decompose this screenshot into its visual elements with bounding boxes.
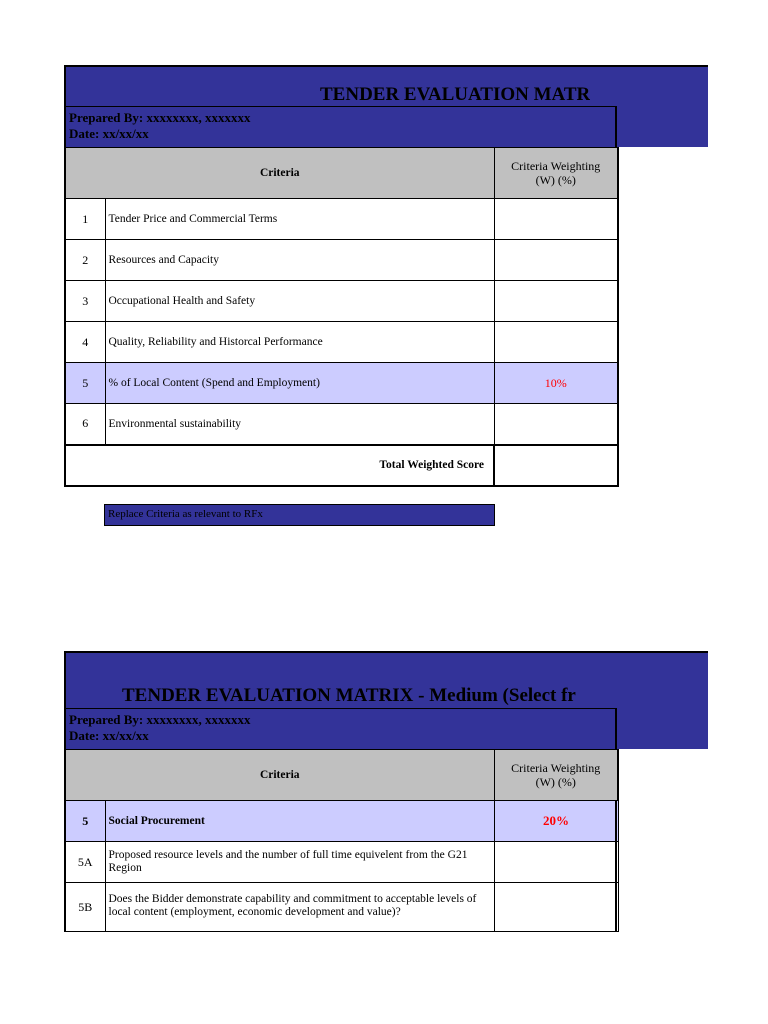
matrix1-table [64, 147, 619, 487]
matrix1-col-criteria: Criteria [65, 148, 494, 199]
matrix1-prepared-by: Prepared By: xxxxxxxx, xxxxxxx [69, 110, 251, 125]
row-criteria: Does the Bidder demonstrate capability and commitment to acceptable levels of local content (employment, economic development and value)? [105, 883, 494, 932]
row-number: 6 [65, 404, 105, 445]
row-number: 2 [65, 240, 105, 281]
matrix1-prepared-block [64, 106, 617, 148]
row-criteria: Environmental sustainability [105, 404, 494, 445]
matrix2-col-weighting-line2: (W) (%) [535, 775, 576, 789]
matrix1-row-5 [65, 363, 618, 404]
row-number: 5A [65, 842, 105, 883]
matrix2-col-weighting-line1: Criteria Weighting [511, 761, 601, 775]
row-weighting-cell[interactable] [494, 883, 618, 932]
matrix2-col-weighting [494, 750, 618, 801]
matrix2-title-clip [64, 682, 617, 710]
matrix2-row-5b [65, 883, 618, 932]
matrix1-row-2 [65, 240, 618, 281]
row-criteria: Tender Price and Commercial Terms [105, 199, 494, 240]
row-weighting-cell[interactable] [494, 240, 618, 281]
row-weighting-cell[interactable] [494, 199, 618, 240]
matrix1-col-weighting-line1: Criteria Weighting [511, 159, 601, 173]
matrix2-title: TENDER EVALUATION MATRIX - Medium (Select fr [122, 685, 576, 706]
matrix1-date: Date: xx/xx/xx [69, 126, 149, 141]
total-weighted-score-cell[interactable] [494, 445, 618, 486]
row-weighting-cell[interactable] [494, 322, 618, 363]
matrix1-row-3 [65, 281, 618, 322]
row-number: 4 [65, 322, 105, 363]
row-number: 1 [65, 199, 105, 240]
row-criteria: Occupational Health and Safety [105, 281, 494, 322]
row-number: 5 [65, 363, 105, 404]
row-criteria: Social Procurement [105, 801, 494, 842]
replace-criteria-note: Replace Criteria as relevant to RFx [104, 504, 495, 526]
matrix1-title-clip [64, 80, 617, 108]
row-weighting-cell[interactable] [494, 404, 618, 445]
matrix2-date: Date: xx/xx/xx [69, 728, 149, 743]
row-number: 3 [65, 281, 105, 322]
row-number: 5 [65, 801, 105, 842]
matrix1-row-4 [65, 322, 618, 363]
matrix1-col-weighting-line2: (W) (%) [535, 173, 576, 187]
row-number: 5B [65, 883, 105, 932]
row-criteria: Quality, Reliability and Historcal Performance [105, 322, 494, 363]
matrix2-table [64, 749, 619, 932]
matrix1-row-1 [65, 199, 618, 240]
row-criteria: % of Local Content (Spend and Employment) [105, 363, 494, 404]
row-weighting-cell[interactable]: 20% [494, 801, 618, 842]
matrix1-row-6 [65, 404, 618, 445]
row-weighting-cell[interactable] [494, 281, 618, 322]
matrix2-row-5a [65, 842, 618, 883]
total-weighted-score-label: Total Weighted Score [65, 445, 494, 486]
matrix2-right-edge [615, 800, 617, 932]
matrix1-col-weighting [494, 148, 618, 199]
row-criteria: Resources and Capacity [105, 240, 494, 281]
row-criteria: Proposed resource levels and the number of full time equivelent from the G21 Region [105, 842, 494, 883]
matrix2-prepared-by: Prepared By: xxxxxxxx, xxxxxxx [69, 712, 251, 727]
matrix2-col-criteria: Criteria [65, 750, 494, 801]
row-weighting-cell[interactable] [494, 842, 618, 883]
row-weighting-cell[interactable]: 10% [494, 363, 618, 404]
matrix1-title: TENDER EVALUATION MATR [320, 84, 591, 105]
matrix2-prepared-block [64, 708, 617, 750]
matrix2-row-5 [65, 801, 618, 842]
matrix1-total-row [65, 445, 618, 486]
